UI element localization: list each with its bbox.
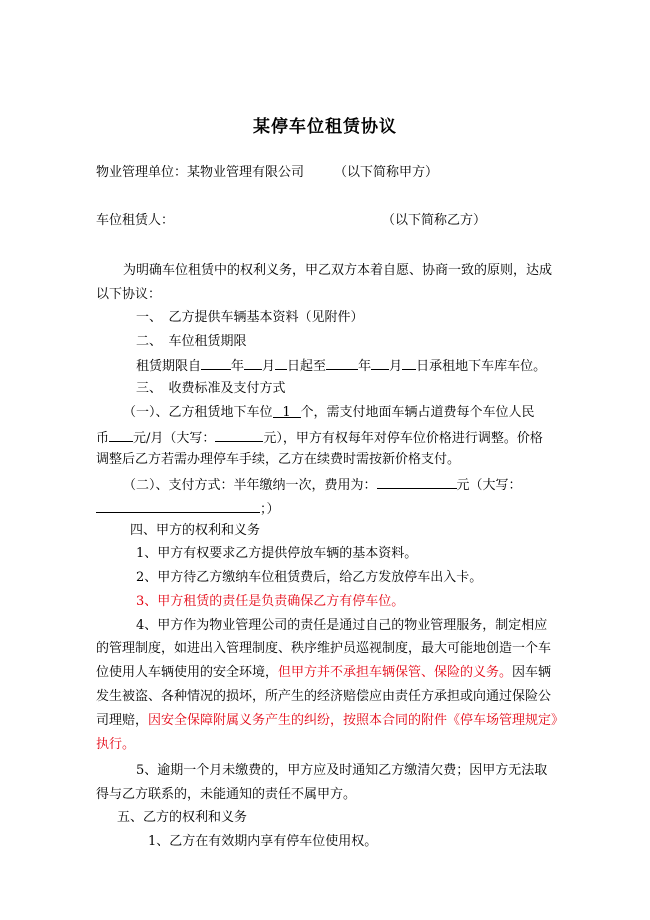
management-unit-label: 物业管理单位： bbox=[96, 165, 188, 180]
party-a-clause-4-line-4: 发生被盗、各种情况的损坏，所产生的经济赔偿应由责任方承担或向通过保险公 bbox=[96, 689, 552, 704]
party-a-clause-4-line-2: 的管理制度，如进出入管理制度、秩序维护员巡视制度，最大可能地创造一个车 bbox=[96, 641, 552, 656]
fee-clause-1-text: （一）、乙方租赁地下车位 bbox=[123, 405, 273, 420]
section-5-heading: 五、乙方的权利和义务 bbox=[117, 810, 248, 825]
page-title: 某停车位租赁协议 bbox=[253, 117, 397, 137]
payment-method-text: （二）、支付方式：半年缴纳一次，费用为： bbox=[123, 478, 377, 493]
intro-line-1: 为明确车位租赁中的权利义务，甲乙双方本着自愿、协商一致的原则，达成 bbox=[123, 263, 553, 278]
fee-line-3: 调整后乙方若需办理停车手续，乙方在续费时需按新价格支付。 bbox=[96, 452, 461, 467]
year-label: 年 bbox=[231, 359, 245, 374]
payment-in-words-blank[interactable] bbox=[96, 499, 260, 513]
payment-amount-unit: 元（大写： bbox=[456, 478, 522, 493]
period-from-label: 租赁期限自 bbox=[136, 359, 202, 374]
period-end-text: 日承租地下车库车位。 bbox=[416, 359, 547, 374]
section-2-heading: 二、 车位租赁期限 bbox=[136, 334, 247, 349]
fee-line-5 bbox=[96, 499, 280, 519]
party-a-clause-4-line-3 bbox=[96, 664, 551, 682]
lease-period-line bbox=[136, 356, 546, 376]
fee-line-1 bbox=[123, 404, 535, 422]
start-day-blank[interactable] bbox=[275, 356, 287, 370]
fee-clause-2-text: 元），甲方有权每年对停车位价格进行调整。价格 bbox=[263, 431, 543, 446]
clause-4-text: 司理赔， bbox=[96, 713, 149, 728]
fee-in-words-blank[interactable] bbox=[215, 428, 263, 442]
party-b-note: （以下简称乙方） bbox=[382, 213, 487, 228]
party-a-note: （以下简称甲方） bbox=[334, 165, 439, 180]
fee-line-2 bbox=[96, 428, 543, 448]
clause-4-red-disclaimer: 但甲方并不承担车辆保管、保险的义务。 bbox=[278, 665, 513, 680]
currency-label: 币 bbox=[96, 431, 110, 446]
party-a-clause-2: 2、甲方待乙方缴纳车位租赁费后，给乙方发放停车出入卡。 bbox=[136, 570, 483, 585]
fee-clause-1-text-cont: 个，需支付地面车辆占道费每个车位人民 bbox=[300, 405, 535, 420]
start-month-blank[interactable] bbox=[244, 356, 262, 370]
payment-in-words-close: ；） bbox=[260, 502, 280, 517]
section-1-heading: 一、 乙方提供车辆基本资料（见附件） bbox=[136, 310, 364, 325]
management-unit-line bbox=[96, 164, 438, 182]
party-a-clause-5-line-2: 得与乙方联系的，未能通知的责任不属甲方。 bbox=[96, 787, 357, 802]
monthly-fee-unit: 元/月（大写： bbox=[133, 431, 216, 446]
clause-4-text-cont: 因车辆 bbox=[512, 665, 552, 680]
year-label: 年 bbox=[358, 359, 372, 374]
management-unit-value: 某物业管理有限公司 bbox=[187, 165, 305, 180]
period-to-label: 日起至 bbox=[287, 359, 327, 374]
section-3-heading: 三、 收费标准及支付方式 bbox=[136, 381, 286, 396]
month-label: 月 bbox=[389, 359, 403, 374]
intro-line-2: 以下协议： bbox=[96, 287, 162, 302]
monthly-fee-blank[interactable] bbox=[109, 428, 133, 442]
parking-space-count: 1 bbox=[273, 404, 301, 418]
payment-amount-blank[interactable] bbox=[377, 475, 457, 489]
start-year-blank[interactable] bbox=[201, 356, 231, 370]
clause-4-text: 位使用人车辆使用的安全环境， bbox=[96, 665, 279, 680]
section-4-heading: 四、甲方的权利和义务 bbox=[130, 523, 261, 538]
party-b-clause-1: 1、乙方在有效期内享有停车位使用权。 bbox=[148, 834, 378, 849]
clause-4-red-dispute-note: 因安全保障附属义务产生的纠纷，按照本合同的附件《停车场管理规定》 bbox=[148, 713, 565, 728]
party-a-clause-1: 1、甲方有权要求乙方提供停放车辆的基本资料。 bbox=[136, 546, 418, 561]
month-label: 月 bbox=[262, 359, 276, 374]
end-month-blank[interactable] bbox=[371, 356, 389, 370]
party-a-clause-3: 3、甲方租赁的责任是负责确保乙方有停车位。 bbox=[136, 594, 405, 609]
party-a-clause-5-line-1: 5、逾期一个月未缴费的，甲方应及时通知乙方缴清欠费；因甲方无法取 bbox=[136, 763, 548, 778]
tenant-label: 车位租赁人： bbox=[96, 213, 175, 228]
party-a-clause-4-line-6: 执行。 bbox=[96, 737, 136, 752]
end-year-blank[interactable] bbox=[326, 356, 358, 370]
party-a-clause-4-line-1: 4、甲方作为物业管理公司的责任是通过自己的物业管理服务，制定相应 bbox=[136, 618, 548, 633]
fee-line-4 bbox=[123, 475, 522, 495]
party-a-clause-4-line-5 bbox=[96, 712, 564, 730]
end-day-blank[interactable] bbox=[402, 356, 416, 370]
